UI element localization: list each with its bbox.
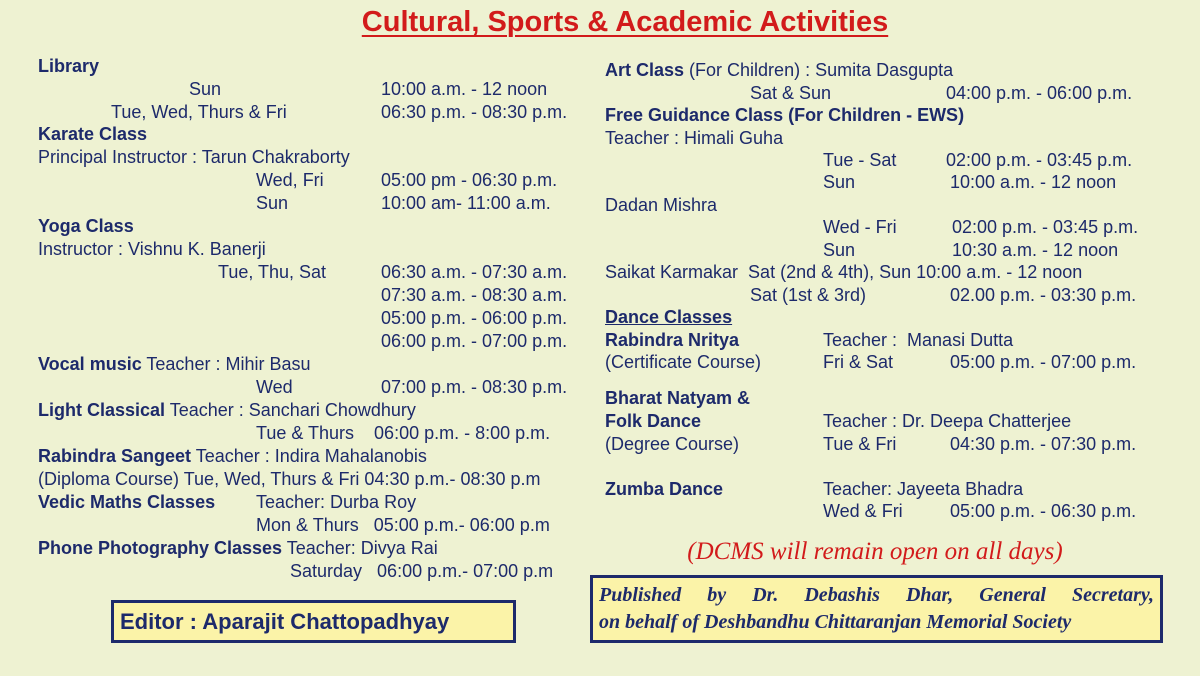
vocal-day: Wed bbox=[256, 377, 293, 397]
rabindra-sangeet-schedule: (Diploma Course) Tue, Wed, Thurs & Fri 04:30 p.m.- 08:30 p.m bbox=[38, 469, 541, 489]
vedic-teacher: Teacher: Durba Roy bbox=[256, 492, 417, 512]
rabindra-nritya-name: Rabindra Nritya bbox=[605, 330, 740, 350]
vocal-line bbox=[38, 353, 310, 375]
guidance-time-3: 02:00 p.m. - 03:45 p.m. bbox=[952, 217, 1139, 237]
guidance-time-1: 02:00 p.m. - 03:45 p.m. bbox=[946, 150, 1133, 170]
library-day-1: Sun bbox=[189, 79, 222, 99]
publisher-line-2: on behalf of Deshbandhu Chittaranjan Memorial Society bbox=[599, 611, 1072, 633]
phone-schedule: Saturday 06:00 p.m.- 07:00 p.m bbox=[290, 561, 554, 581]
yoga-time-3: 05:00 p.m. - 06:00 p.m. bbox=[381, 308, 568, 328]
publisher-box bbox=[590, 575, 1163, 643]
yoga-time-1: 06:30 a.m. - 07:30 a.m. bbox=[381, 262, 568, 282]
editor-box bbox=[111, 600, 516, 643]
light-teacher: Teacher : Sanchari Chowdhury bbox=[169, 400, 416, 420]
bharat-name-2: Folk Dance bbox=[605, 411, 702, 431]
art-sub: (For Children) : Sumita Dasgupta bbox=[689, 60, 954, 80]
guidance-heading: Free Guidance Class (For Children - EWS) bbox=[605, 105, 965, 125]
rabindra-nritya-time: 05:00 p.m. - 07:00 p.m. bbox=[950, 352, 1137, 372]
guidance-day-2: Sun bbox=[823, 172, 856, 192]
art-heading: Art Class bbox=[605, 60, 685, 80]
vocal-time: 07:00 p.m. - 08:30 p.m. bbox=[381, 377, 568, 397]
phone-heading: Phone Photography Classes bbox=[38, 538, 283, 558]
art-line bbox=[605, 59, 953, 81]
guidance-teacher-2: Dadan Mishra bbox=[605, 195, 718, 215]
yoga-instructor: Instructor : Vishnu K. Banerji bbox=[38, 239, 266, 259]
zumba-name: Zumba Dance bbox=[605, 479, 724, 499]
karate-time-2: 10:00 am- 11:00 a.m. bbox=[381, 193, 551, 213]
open-notice: (DCMS will remain open on all days) bbox=[687, 538, 1063, 565]
publisher-line-1: Published by Dr. Debashis Dhar, General Secretary, bbox=[599, 584, 1154, 606]
guidance-day-3: Wed - Fri bbox=[823, 217, 897, 237]
art-time: 04:00 p.m. - 06:00 p.m. bbox=[946, 83, 1133, 103]
rabindra-nritya-teacher: Teacher : Manasi Dutta bbox=[823, 330, 1014, 350]
bharat-time: 04:30 p.m. - 07:30 p.m. bbox=[950, 434, 1137, 454]
yoga-heading: Yoga Class bbox=[38, 216, 134, 236]
rabindra-sangeet-teacher: Teacher : Indira Mahalanobis bbox=[195, 446, 427, 466]
zumba-time: 05:00 p.m. - 06:30 p.m. bbox=[950, 501, 1137, 521]
guidance-day-5: Sat (1st & 3rd) bbox=[750, 285, 867, 305]
guidance-teacher-1: Teacher : Himali Guha bbox=[605, 128, 784, 148]
bharat-day: Tue & Fri bbox=[823, 434, 897, 454]
zumba-teacher: Teacher: Jayeeta Bhadra bbox=[823, 479, 1024, 499]
yoga-time-2: 07:30 a.m. - 08:30 a.m. bbox=[381, 285, 568, 305]
library-day-2: Tue, Wed, Thurs & Fri bbox=[111, 102, 287, 122]
vocal-teacher: Teacher : Mihir Basu bbox=[146, 354, 311, 374]
light-line bbox=[38, 399, 416, 421]
karate-day-2: Sun bbox=[256, 193, 289, 213]
page-title: Cultural, Sports & Academic Activities bbox=[361, 6, 889, 38]
karate-instructor: Principal Instructor : Tarun Chakraborty bbox=[38, 147, 350, 167]
guidance-time-5: 02.00 p.m. - 03:30 p.m. bbox=[950, 285, 1137, 305]
guidance-time-4: 10:30 a.m. - 12 noon bbox=[952, 240, 1119, 260]
yoga-time-4: 06:00 p.m. - 07:00 p.m. bbox=[381, 331, 568, 351]
phone-line bbox=[38, 537, 438, 559]
karate-time-1: 05:00 pm - 06:30 p.m. bbox=[381, 170, 558, 190]
library-time-1: 10:00 a.m. - 12 noon bbox=[381, 79, 548, 99]
library-time-2: 06:30 p.m. - 08:30 p.m. bbox=[381, 102, 568, 122]
bharat-teacher: Teacher : Dr. Deepa Chatterjee bbox=[823, 411, 1072, 431]
vedic-heading: Vedic Maths Classes bbox=[38, 492, 216, 512]
bharat-course: (Degree Course) bbox=[605, 434, 740, 454]
art-day: Sat & Sun bbox=[750, 83, 832, 103]
karate-day-1: Wed, Fri bbox=[256, 170, 324, 190]
karate-heading: Karate Class bbox=[38, 124, 148, 144]
rabindra-sangeet-heading: Rabindra Sangeet bbox=[38, 446, 192, 466]
dance-heading: Dance Classes bbox=[605, 307, 733, 327]
light-schedule: Tue & Thurs 06:00 p.m. - 8:00 p.m. bbox=[256, 423, 551, 443]
zumba-day: Wed & Fri bbox=[823, 501, 903, 521]
library-heading: Library bbox=[38, 56, 100, 76]
rabindra-sangeet-line bbox=[38, 445, 427, 467]
editor-text: Editor : Aparajit Chattopadhyay bbox=[120, 609, 450, 634]
yoga-day: Tue, Thu, Sat bbox=[218, 262, 327, 282]
bharat-name-1: Bharat Natyam & bbox=[605, 388, 751, 408]
rabindra-nritya-day: Fri & Sat bbox=[823, 352, 894, 372]
vedic-schedule: Mon & Thurs 05:00 p.m.- 06:00 p.m bbox=[256, 515, 550, 535]
guidance-day-4: Sun bbox=[823, 240, 856, 260]
light-heading: Light Classical bbox=[38, 400, 166, 420]
guidance-day-1: Tue - Sat bbox=[823, 150, 897, 170]
phone-teacher: Teacher: Divya Rai bbox=[286, 538, 438, 558]
guidance-teacher-3: Saikat Karmakar Sat (2nd & 4th), Sun 10:00 a.m. - 12 noon bbox=[605, 262, 1083, 282]
guidance-time-2: 10:00 a.m. - 12 noon bbox=[950, 172, 1117, 192]
rabindra-nritya-course: (Certificate Course) bbox=[605, 352, 762, 372]
vocal-heading: Vocal music bbox=[38, 354, 142, 374]
